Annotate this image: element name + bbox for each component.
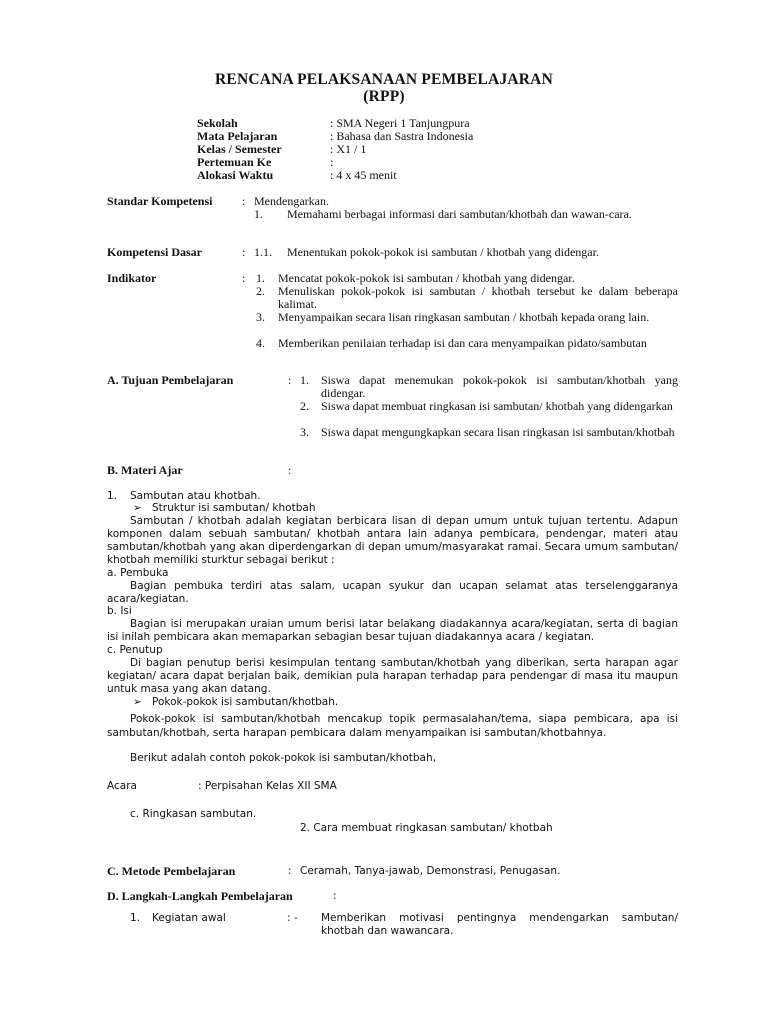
sk-item-num: 1.: [254, 207, 263, 221]
subheading-isi: b. Isi: [107, 605, 132, 617]
sk-label: Standar Kompetensi: [107, 194, 213, 208]
info-label-pertemuan: Pertemuan Ke: [197, 155, 272, 169]
indikator-num: 4.: [256, 336, 265, 350]
sk-item-text: Memahami berbagai informasi dari sambutan/khotbah dan wawan-cara.: [287, 207, 632, 221]
sk-colon: :: [242, 194, 246, 208]
indikator-colon: :: [242, 271, 246, 285]
bullet-struktur: Struktur isi sambutan/ khotbah: [152, 502, 316, 514]
tujuan-text: Siswa dapat membuat ringkasan isi sambutan/ khotbah yang didengarkan: [321, 399, 673, 413]
subheading-pembuka: a. Pembuka: [107, 567, 169, 579]
metode-value: Ceramah, Tanya-jawab, Demonstrasi, Penugasan.: [300, 865, 561, 877]
indikator-text: Mencatat pokok-pokok isi sambutan / khotbah yang didengar.: [278, 271, 575, 285]
cara-heading: 2. Cara membuat ringkasan sambutan/ khotbah: [300, 822, 553, 834]
tujuan-num: 1.: [300, 373, 309, 387]
langkah-label: D. Langkah-Langkah Pembelajaran: [107, 889, 293, 903]
paragraph-penutup: Di bagian penutup berisi kesimpulan tentang sambutan/khotbah yang diberikan, serta harapan agar kegiatan/ acara dapat berjalan baik, demikian pula harapan terhadap para pendengar di masa itu maupun untuk masa yang akan datang.: [107, 657, 678, 695]
materi-item-text: Sambutan atau khotbah.: [130, 490, 261, 502]
tujuan-colon: :: [288, 373, 292, 387]
sk-value: Mendengarkan.: [254, 194, 329, 208]
info-label-kelas: Kelas / Semester: [197, 142, 282, 156]
info-label-alokasi: Alokasi Waktu: [197, 168, 274, 182]
tujuan-num: 2.: [300, 399, 309, 413]
info-value-mapel: : Bahasa dan Sastra Indonesia: [330, 129, 474, 143]
info-value-sekolah: : SMA Negeri 1 Tanjungpura: [330, 116, 470, 130]
kd-label: Kompetensi Dasar: [107, 245, 202, 259]
acara-value: : Perpisahan Kelas XII SMA: [198, 780, 337, 792]
langkah-item-label: Kegiatan awal: [152, 912, 226, 924]
tujuan-label: A. Tujuan Pembelajaran: [107, 373, 234, 387]
arrow-bullet-icon: ➢: [133, 502, 142, 514]
paragraph-isi: Bagian isi merupakan uraian umum berisi latar belakang diadakannya acara/kegiatan, serta di bagian isi inilah pembicara akan memaparkan sebagian besar tujuan diadakannya acara / kegiatan.: [107, 618, 678, 643]
kd-num: 1.1.: [254, 245, 272, 259]
indikator-num: 1.: [256, 271, 265, 285]
indikator-text: Menuliskan pokok-pokok isi sambutan / khotbah tersebut ke dalam beberapa kalimat.: [278, 284, 678, 311]
paragraph-sambutan: Sambutan / khotbah adalah kegiatan berbicara lisan di depan umum untuk tujuan tertentu. Adapun komponen dalam sebuah sambutan/ khotbah antara lain adanya pembicara, pendengar, materi atau sambutan/khotbah yang akan diperdengarkan di depan umum/masyarakat ramai. Secara umum sambutan/ khotbah memiliki sturktur sebagai berikut :: [107, 515, 678, 566]
info-label-mapel: Mata Pelajaran: [197, 129, 278, 143]
document-title: RENCANA PELAKSANAAN PEMBELAJARAN: [215, 71, 553, 88]
subheading-penutup: c. Penutup: [107, 644, 163, 656]
ringkasan-heading: c. Ringkasan sambutan.: [130, 808, 257, 820]
materi-item-num: 1.: [107, 490, 118, 502]
paragraph-pembuka: Bagian pembuka terdiri atas salam, ucapan syukur dan ucapan selamat atas terselenggaranya acara/kegiatan.: [107, 580, 678, 605]
materi-colon: :: [288, 463, 292, 477]
metode-label: C. Metode Pembelajaran: [107, 864, 236, 878]
metode-colon: :: [288, 865, 292, 877]
info-value-alokasi: : 4 x 45 menit: [330, 168, 397, 182]
tujuan-num: 3.: [300, 425, 309, 439]
document-subtitle: (RPP): [363, 88, 405, 105]
paragraph-pokok: Pokok-pokok isi sambutan/khotbah mencakup topik permasalahan/tema, siapa pembicara, apa isi sambutan/khotbah, serta harapan pembicara dalam menyampaikan isi sambutan/khotbahnya.: [107, 713, 678, 739]
langkah-colon: :: [333, 890, 337, 902]
info-label-sekolah: Sekolah: [197, 116, 238, 130]
arrow-bullet-icon: ➢: [133, 696, 142, 708]
indikator-text: Memberikan penilaian terhadap isi dan cara menyampaikan pidato/sambutan: [278, 336, 647, 350]
langkah-item-num: 1.: [130, 912, 141, 924]
materi-label: B. Materi Ajar: [107, 463, 183, 477]
langkah-item-text: Memberikan motivasi pentingnya mendengarkan sambutan/ khotbah dan wawancara.: [321, 912, 678, 937]
bullet-pokok: Pokok-pokok isi sambutan/khotbah.: [152, 696, 339, 708]
indikator-num: 3.: [256, 310, 265, 324]
indikator-label: Indikator: [107, 271, 157, 285]
paragraph-contoh: Berikut adalah contoh pokok-pokok isi sambutan/khotbah,: [130, 752, 436, 764]
kd-text: Menentukan pokok-pokok isi sambutan / khotbah yang didengar.: [287, 245, 599, 259]
kd-colon: :: [242, 245, 246, 259]
info-value-pertemuan: :: [330, 155, 334, 169]
indikator-num: 2.: [256, 284, 265, 298]
info-value-kelas: : X1 / 1: [330, 142, 367, 156]
tujuan-text: Siswa dapat mengungkapkan secara lisan ringkasan isi sambutan/khotbah: [321, 425, 675, 439]
acara-label: Acara: [107, 780, 137, 792]
langkah-item-sep: : -: [287, 912, 298, 924]
indikator-text: Menyampaikan secara lisan ringkasan sambutan / khotbah kepada orang lain.: [278, 310, 650, 324]
tujuan-text: Siswa dapat menemukan pokok-pokok isi sambutan/khotbah yang didengar.: [321, 373, 678, 400]
